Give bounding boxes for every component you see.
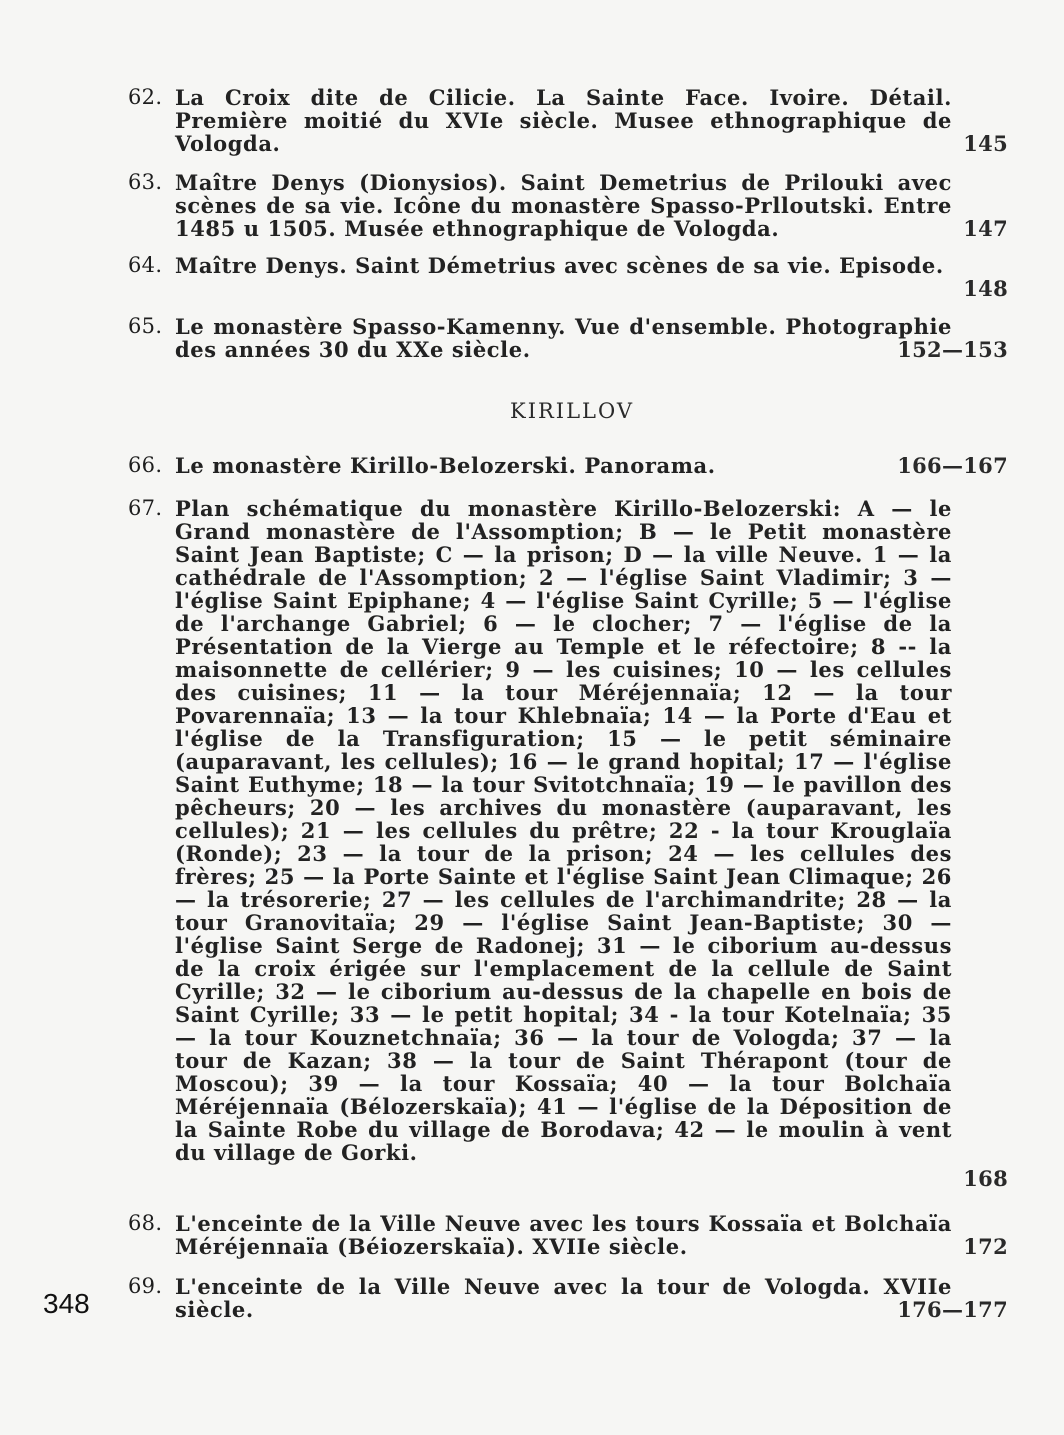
entry-page-ref: 166—167 <box>897 453 1008 478</box>
entry-number: 64. <box>128 253 163 277</box>
entry-caption: La Croix dite de Cilicie. La Sainte Face. Ivoire. Détail. Première moitié du XVIe siècle. Musee ethnographique de Vologda. <box>175 85 952 156</box>
entry-page-ref: 148 <box>963 276 1008 301</box>
entry-caption: Maître Denys. Saint Démetrius avec scènes de sa vie. Episode. <box>175 253 944 278</box>
section-heading <box>0 399 1064 423</box>
entry-caption: Le monastère Spasso-Kamenny. Vue d'ensemble. Photographie des années 30 du XXe siècle. <box>175 314 952 362</box>
list-item <box>128 1275 1008 1321</box>
entry-number: 67. <box>128 496 163 520</box>
list-item <box>128 1212 1008 1258</box>
entry-page-ref: 168 <box>963 1166 1008 1191</box>
entry-number: 66. <box>128 453 163 477</box>
list-item <box>128 86 1008 155</box>
entry-caption: Plan schématique du monastère Kirillo-Belozerski: A — le Grand monastère de l'Assomption; B — le Petit monastère Saint Jean Baptiste; C — la prison; D — la ville Neuve. 1 — la cathédrale de l'Assomption; 2 — l'église Saint Vladimir; 3 — l'église Saint Epiphane; 4 — l'église Saint Cyrille; 5 — l'église de l'archange Gabriel; 6 — le clocher; 7 — l'église de la Présentation de la Vierge au Temple et le réfectoire; 8 -- la maisonnette de cellérier; 9 — les cuisines; 10 — les cellules des cuisines; 11 — la tour Méréjennaïa; 12 — la tour Povarennaïa; 13 — la tour Khlebnaïa; 14 — la Porte d'Eau et l'église de la Transfiguration; 15 — le petit séminaire (auparavant, les cellules); 16 — le grand hopital; 17 — l'église Saint Euthyme; 18 — la tour Svitotchnaïa; 19 — le pavillon des pêcheurs; 20 — les archives du monastère (auparavant, les cellules); 21 — les cellules du prêtre; 22 - la tour Krouglaïa (Ronde); 23 — la tour de la prison; 24 — les cellules des frères; 25 — la Porte Sainte et l'église Saint Jean Climaque; 26 — la trésorerie; 27 — les cellules de l'archimandrite; 28 — la tour Granovitaïa; 29 — l'église Saint Jean-Baptiste; 30 — l'église Saint Serge de Radonej; 31 — le ciborium au-dessus de la croix érigée sur l'emplacement de la cellule de Saint Cyrille; 32 — le ciborium au-dessus de la chapelle en bois de Saint Cyrille; 33 — le petit hopital; 34 - la tour Kotelnaïa; 35 — la tour Kouznetchnaïa; 36 — la tour de Vologda; 37 — la tour de Kazan; 38 — la tour de Saint Thérapont (tour de Moscou); 39 — la tour Kossaïa; 40 — la tour Bolchaïa Méréjennaïa (Bélozerskaïa); 41 — l'église de la Déposition de la Sainte Robe du village de Borodava; 42 — le moulin à vent du village de Gorki. <box>175 496 952 1165</box>
entry-caption: Le monastère Kirillo-Belozerski. Panorama. <box>175 453 716 478</box>
page-number: 348 <box>43 1288 90 1319</box>
list-item <box>128 315 1008 361</box>
entry-caption: L'enceinte de la Ville Neuve avec les tours Kossaïa et Bolchaïa Méréjennaïa (Béiozerskaïa). XVIIe siècle. <box>175 1211 952 1259</box>
entry-page-ref: 145 <box>963 131 1008 156</box>
entry-page-ref: 176—177 <box>897 1297 1008 1322</box>
entry-number: 68. <box>128 1211 163 1235</box>
entry-number: 63. <box>128 170 163 194</box>
list-item <box>128 171 1008 240</box>
entry-caption: L'enceinte de la Ville Neuve avec la tour de Vologda. XVIIe siècle. <box>175 1274 952 1322</box>
entry-page-ref: 152—153 <box>897 337 1008 362</box>
entry-number: 69. <box>128 1274 163 1298</box>
list-item <box>128 454 1008 477</box>
entry-number: 62. <box>128 85 163 109</box>
list-item <box>128 253 1008 301</box>
entry-page-ref: 172 <box>963 1234 1008 1259</box>
entry-number: 65. <box>128 314 163 338</box>
section-heading-text: KIRILLOV <box>510 399 634 423</box>
entry-page-ref: 147 <box>963 216 1008 241</box>
list-item <box>128 496 1008 1191</box>
entry-caption: Maître Denys (Dionysios). Saint Demetrius de Prilouki avec scènes de sa vie. Icône du monastère Spasso-Prlloutski. Entre 1485 u 1505. Musée ethnographique de Vologda. <box>175 170 952 241</box>
